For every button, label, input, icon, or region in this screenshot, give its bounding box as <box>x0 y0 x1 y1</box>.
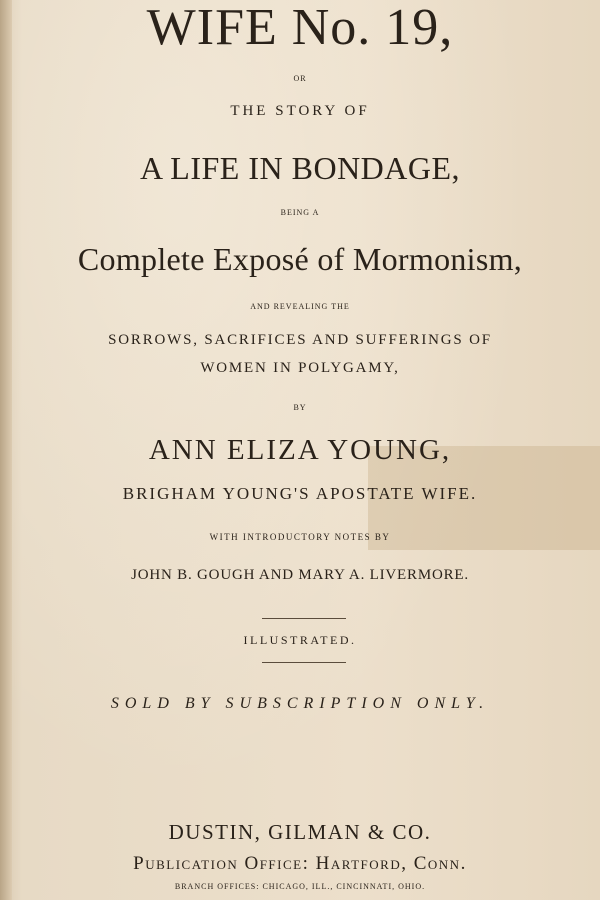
subscription-line: SOLD BY SUBSCRIPTION ONLY. <box>110 695 490 712</box>
publication-office: Publication Office: Hartford, Conn. <box>133 853 467 874</box>
story-of-line: THE STORY OF <box>230 103 370 119</box>
divider-rule-bottom <box>262 662 346 663</box>
or-connector: OR <box>293 74 307 83</box>
by-line: BY <box>293 403 307 412</box>
author-name: ANN ELIZA YOUNG, <box>148 434 452 466</box>
illustrated-line: ILLUSTRATED. <box>243 633 357 647</box>
branch-offices: BRANCH OFFICES: CHICAGO, ILL., CINCINNATI, OHIO. <box>174 882 426 891</box>
publisher-name: DUSTIN, GILMAN & CO. <box>168 820 432 844</box>
expose-line: Complete Exposé of Mormonism, <box>77 241 523 277</box>
revealing-line: AND REVEALING THE <box>250 302 350 311</box>
women-line: WOMEN IN POLYGAMY, <box>200 360 400 376</box>
divider-rule-top <box>262 618 346 619</box>
author-description: BRIGHAM YOUNG'S APOSTATE WIFE. <box>122 484 478 503</box>
contributors-line: JOHN B. GOUGH AND MARY A. LIVERMORE. <box>131 567 469 583</box>
intro-notes-line: WITH INTRODUCTORY NOTES BY <box>209 532 391 542</box>
sorrows-line: SORROWS, SACRIFICES AND SUFFERINGS OF <box>108 332 492 348</box>
being-a-line: BEING A <box>280 208 320 217</box>
book-title: WIFE No. 19, <box>146 0 454 56</box>
subtitle: A LIFE IN BONDAGE, <box>139 150 461 186</box>
